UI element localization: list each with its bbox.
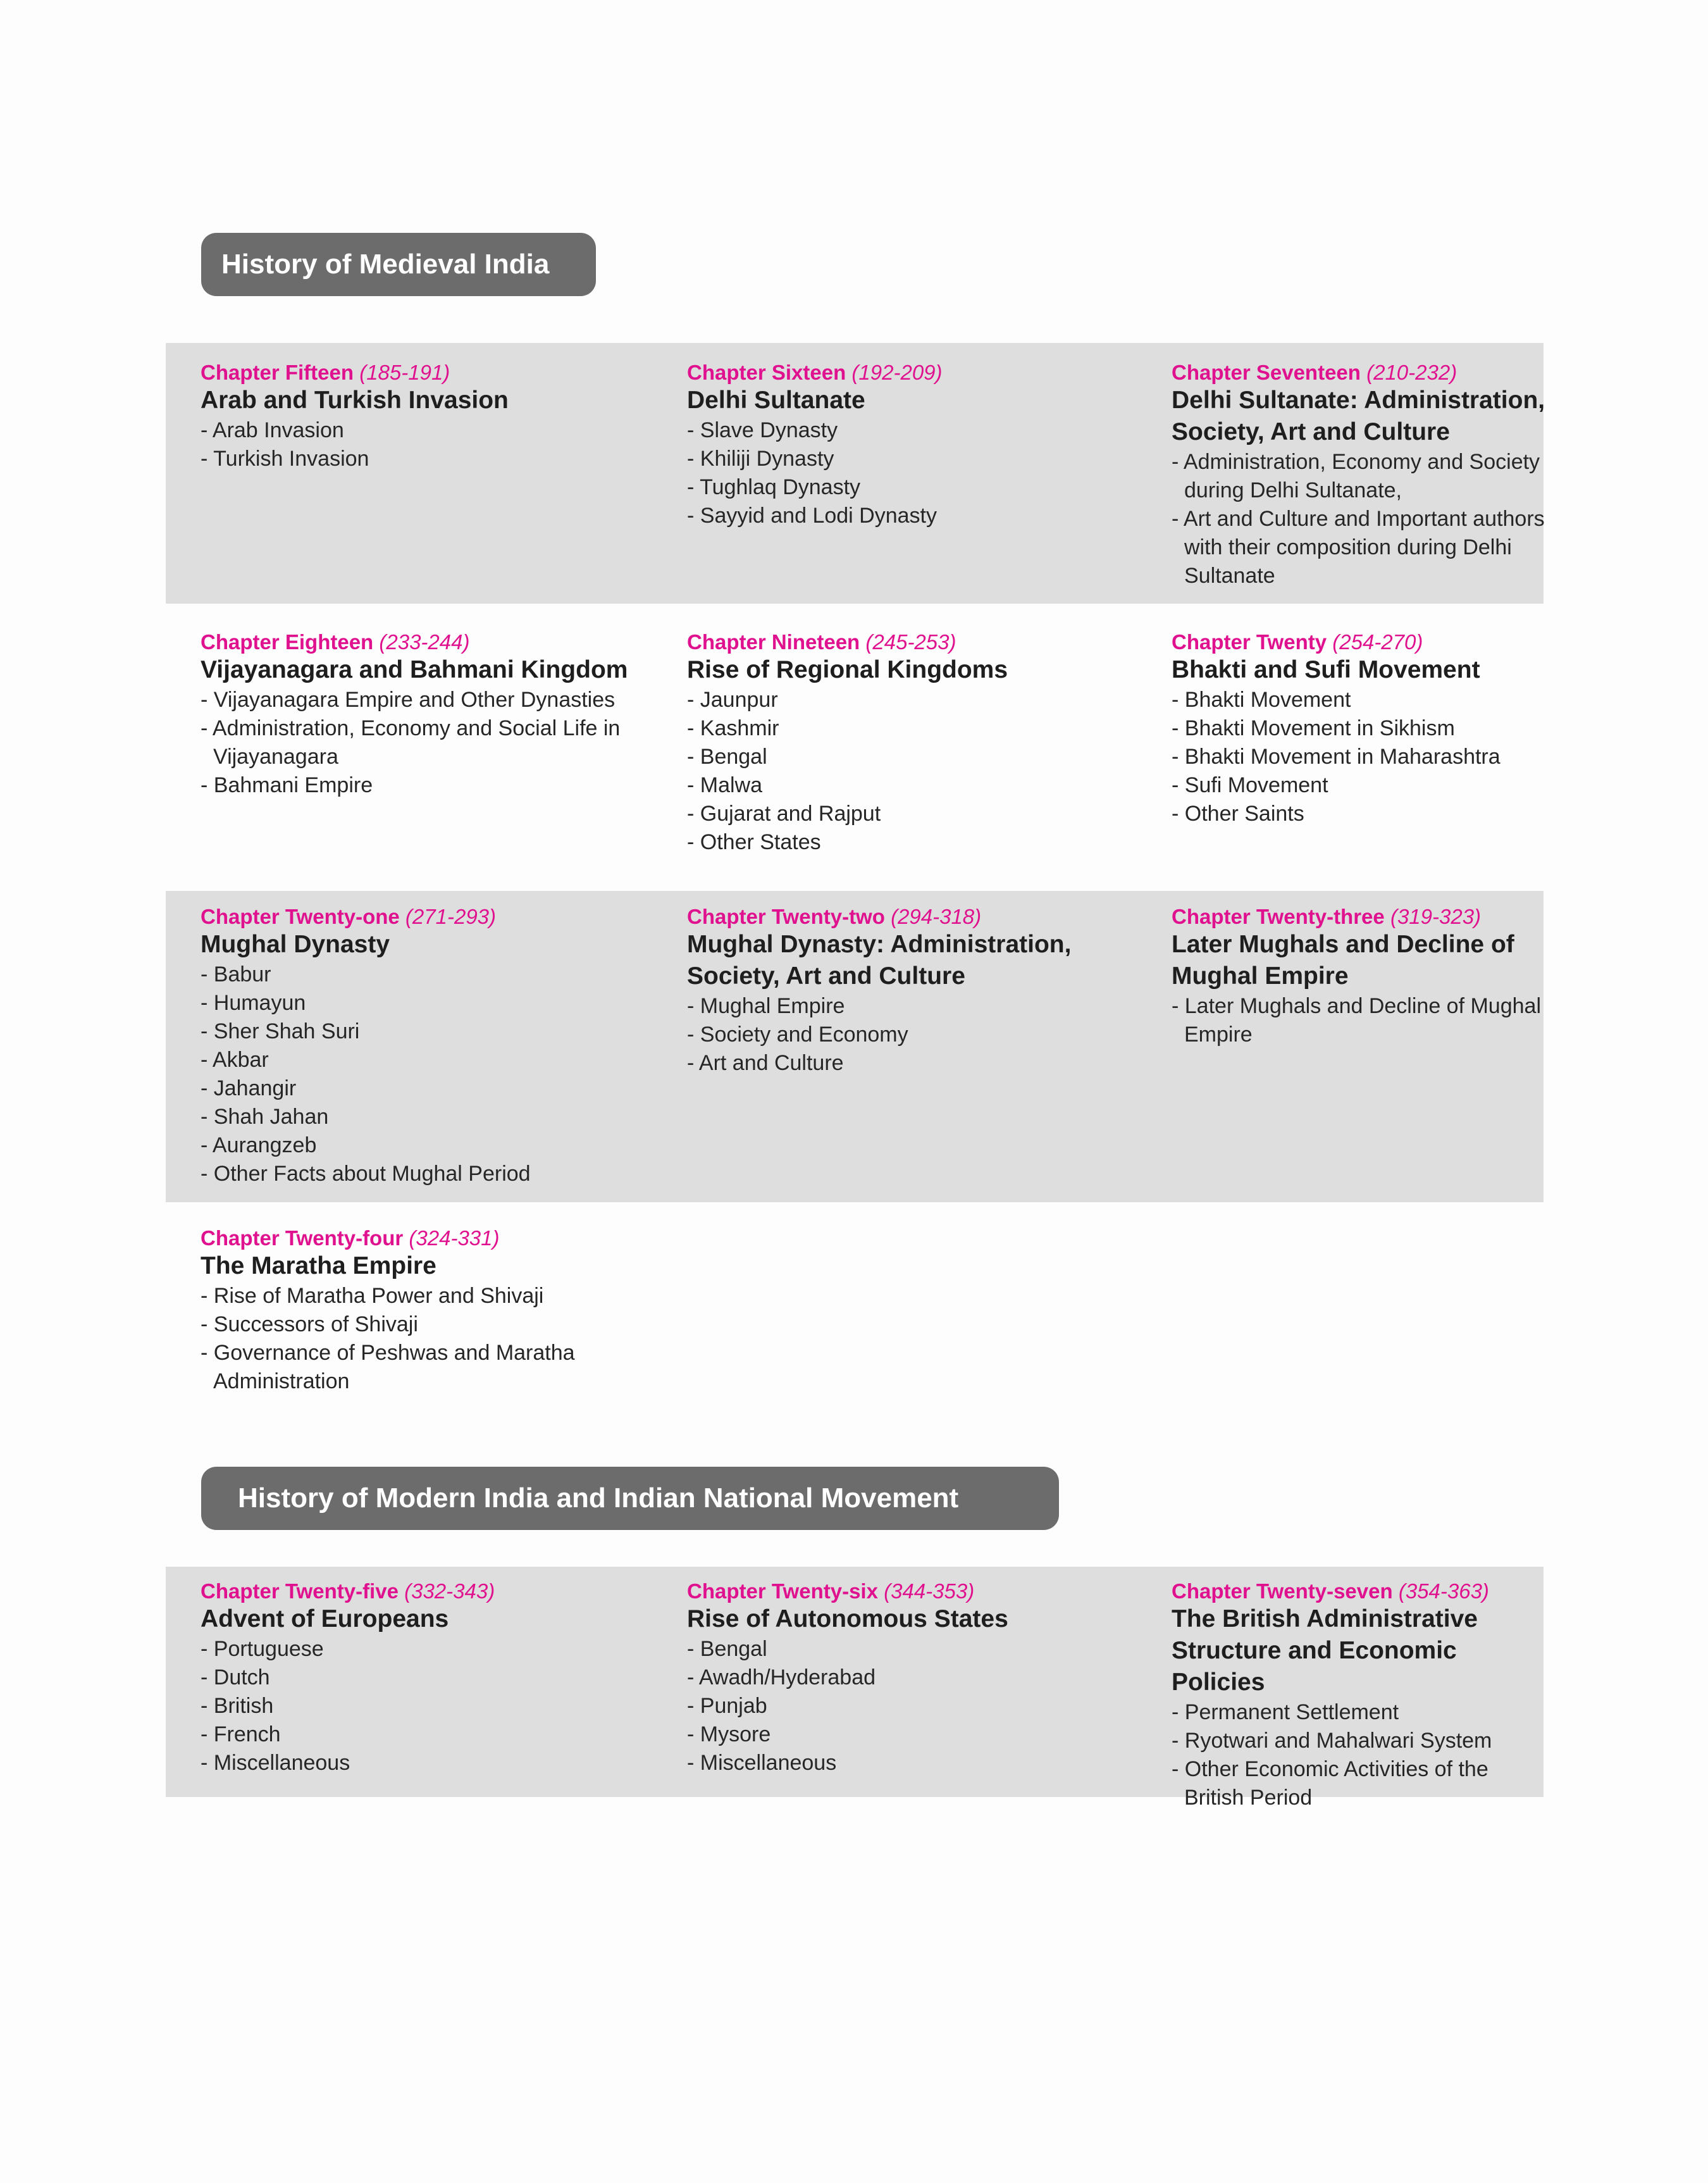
chapter-block (1172, 630, 1551, 828)
topic-item: - Dutch (201, 1665, 270, 1689)
topic-item: - Slave Dynasty (687, 418, 838, 442)
chapter-number: Chapter Twenty-four (201, 1226, 404, 1250)
topic-item: - Other Economic Activities of the British Period (1172, 1757, 1488, 1810)
chapter-block (687, 630, 1168, 857)
chapter-title: Arab and Turkish Invasion (201, 387, 509, 414)
chapter-number: Chapter Twenty-three (1172, 905, 1385, 928)
chapter-heading (687, 905, 1168, 929)
topic-item: - Akbar (201, 1048, 269, 1072)
topic-item: - Punjab (687, 1694, 767, 1718)
topic-item: - Bhakti Movement (1172, 688, 1351, 712)
topic-item: - Khiliji Dynasty (687, 447, 834, 471)
chapter-pages: (332-343) (404, 1579, 495, 1603)
topic-item: - Awadh/Hyderabad (687, 1665, 876, 1689)
chapter-title: Rise of Regional Kingdoms (687, 656, 1008, 683)
chapter-heading (1172, 630, 1551, 654)
topic-item: - Permanent Settlement (1172, 1700, 1399, 1724)
topic-item: - Babur (201, 962, 271, 986)
chapter-heading (201, 905, 681, 929)
topic-item: - Successors of Shivaji (201, 1312, 418, 1336)
chapter-title: Advent of Europeans (201, 1605, 449, 1633)
topic-item: - Humayun (201, 991, 306, 1015)
chapter-title: Bhakti and Sufi Movement (1172, 656, 1480, 683)
topic-item: - Rise of Maratha Power and Shivaji (201, 1284, 544, 1308)
chapter-title: Rise of Autonomous States (687, 1605, 1008, 1633)
topic-list (1172, 448, 1551, 590)
topic-item: - Miscellaneous (201, 1751, 350, 1775)
topic-list (687, 992, 1168, 1078)
section-banner-modern: History of Modern India and Indian National Movement (201, 1467, 1059, 1530)
topic-item: - Governance of Peshwas and Maratha Administration (201, 1341, 575, 1393)
topic-item: - Aurangzeb (201, 1133, 317, 1157)
chapter-number: Chapter Fifteen (201, 361, 354, 384)
chapter-number: Chapter Eighteen (201, 630, 374, 654)
topic-item: - Bengal (687, 1637, 767, 1661)
topic-item: - Arab Invasion (201, 418, 344, 442)
topic-list (201, 416, 681, 473)
chapter-title: Mughal Dynasty (201, 931, 390, 958)
chapter-pages: (245-253) (865, 630, 956, 654)
topic-item: - Miscellaneous (687, 1751, 837, 1775)
topic-item: - French (201, 1722, 281, 1746)
topic-list (201, 1635, 681, 1777)
topic-item: - Malwa (687, 773, 763, 797)
topic-item: - Administration, Economy and Society during Delhi Sultanate, (1172, 450, 1540, 502)
chapter-block (201, 905, 681, 1188)
chapter-number: Chapter Sixteen (687, 361, 846, 384)
topic-item: - British (201, 1694, 274, 1718)
topic-item: - Jaunpur (687, 688, 778, 712)
chapter-block (201, 1579, 681, 1777)
chapter-pages: (185-191) (359, 361, 450, 384)
section-banner-medieval: History of Medieval India (201, 233, 596, 296)
chapter-number: Chapter Twenty-two (687, 905, 885, 928)
chapter-pages: (294-318) (891, 905, 982, 928)
chapter-block (1172, 361, 1551, 590)
topic-item: - Art and Culture and Important authors with their composition during Delhi Sultanate (1172, 507, 1545, 588)
chapter-block (1172, 905, 1551, 1049)
topic-list (1172, 992, 1551, 1049)
topic-item: - Bhakti Movement in Sikhism (1172, 716, 1455, 740)
chapter-block (201, 1226, 681, 1396)
topic-item: - Gujarat and Rajput (687, 802, 881, 826)
topic-list (687, 416, 1168, 530)
topic-item: - Mysore (687, 1722, 771, 1746)
chapter-number: Chapter Twenty (1172, 630, 1327, 654)
topic-list (1172, 686, 1551, 828)
chapter-block (201, 361, 681, 473)
chapter-block (687, 361, 1168, 530)
topic-item: - Bengal (687, 745, 767, 769)
chapter-block (1172, 1579, 1551, 1812)
chapter-pages: (254-270) (1332, 630, 1423, 654)
chapter-number: Chapter Twenty-one (201, 905, 400, 928)
chapter-title: The British Administrative Structure and Economic Policies (1172, 1605, 1478, 1696)
chapter-title: Later Mughals and Decline of Mughal Empire (1172, 931, 1514, 990)
topic-item: - Administration, Economy and Social Life in Vijayanagara (201, 716, 621, 769)
chapter-number: Chapter Seventeen (1172, 361, 1361, 384)
chapter-pages: (344-353) (884, 1579, 975, 1603)
topic-item: - Other States (687, 830, 821, 854)
topic-item: - Sher Shah Suri (201, 1019, 360, 1043)
topic-item: - Mughal Empire (687, 994, 845, 1018)
topic-item: - Jahangir (201, 1076, 297, 1100)
topic-list (201, 1282, 681, 1396)
topic-item: - Tughlaq Dynasty (687, 475, 861, 499)
chapter-heading (1172, 905, 1551, 929)
chapter-block (687, 905, 1168, 1078)
topic-list (687, 686, 1168, 857)
chapter-pages: (319-323) (1390, 905, 1482, 928)
topic-item: - Vijayanagara Empire and Other Dynasties (201, 688, 616, 712)
chapter-number: Chapter Nineteen (687, 630, 860, 654)
chapter-pages: (233-244) (379, 630, 470, 654)
topic-list (201, 686, 681, 800)
chapter-title: Mughal Dynasty: Administration, Society, Art and Culture (687, 931, 1072, 990)
chapter-heading (201, 630, 681, 654)
chapter-block (687, 1579, 1168, 1777)
chapter-heading (1172, 1579, 1551, 1603)
topic-item: - Bahmani Empire (201, 773, 373, 797)
topic-item: - Other Facts about Mughal Period (201, 1162, 531, 1186)
topic-item: - Later Mughals and Decline of Mughal Empire (1172, 994, 1541, 1047)
chapter-heading (687, 361, 1168, 385)
topic-list (201, 961, 681, 1188)
chapter-pages: (354-363) (1398, 1579, 1489, 1603)
topic-item: - Bhakti Movement in Maharashtra (1172, 745, 1501, 769)
chapter-pages: (324-331) (409, 1226, 500, 1250)
chapter-title: Delhi Sultanate (687, 387, 865, 414)
chapter-heading (1172, 361, 1551, 385)
chapter-title: Vijayanagara and Bahmani Kingdom (201, 656, 628, 683)
chapter-number: Chapter Twenty-seven (1172, 1579, 1393, 1603)
chapter-title: The Maratha Empire (201, 1252, 436, 1279)
topic-item: - Shah Jahan (201, 1105, 329, 1129)
chapter-pages: (210-232) (1366, 361, 1457, 384)
topic-item: - Ryotwari and Mahalwari System (1172, 1729, 1492, 1753)
topic-list (1172, 1698, 1551, 1812)
chapter-block (201, 630, 681, 800)
topic-item: - Sufi Movement (1172, 773, 1328, 797)
chapter-heading (201, 1226, 681, 1250)
topic-item: - Kashmir (687, 716, 779, 740)
topic-item: - Society and Economy (687, 1023, 908, 1047)
topic-item: - Sayyid and Lodi Dynasty (687, 504, 937, 528)
chapter-heading (201, 361, 681, 385)
topic-item: - Turkish Invasion (201, 447, 369, 471)
chapter-pages: (192-209) (851, 361, 943, 384)
chapter-number: Chapter Twenty-six (687, 1579, 878, 1603)
chapter-heading (201, 1579, 681, 1603)
chapter-title: Delhi Sultanate: Administration, Society, Art and Culture (1172, 387, 1545, 445)
topic-item: - Portuguese (201, 1637, 324, 1661)
chapter-number: Chapter Twenty-five (201, 1579, 399, 1603)
chapter-heading (687, 630, 1168, 654)
chapter-heading (687, 1579, 1168, 1603)
topic-item: - Art and Culture (687, 1051, 844, 1075)
chapter-pages: (271-293) (405, 905, 497, 928)
topic-item: - Other Saints (1172, 802, 1304, 826)
topic-list (687, 1635, 1168, 1777)
